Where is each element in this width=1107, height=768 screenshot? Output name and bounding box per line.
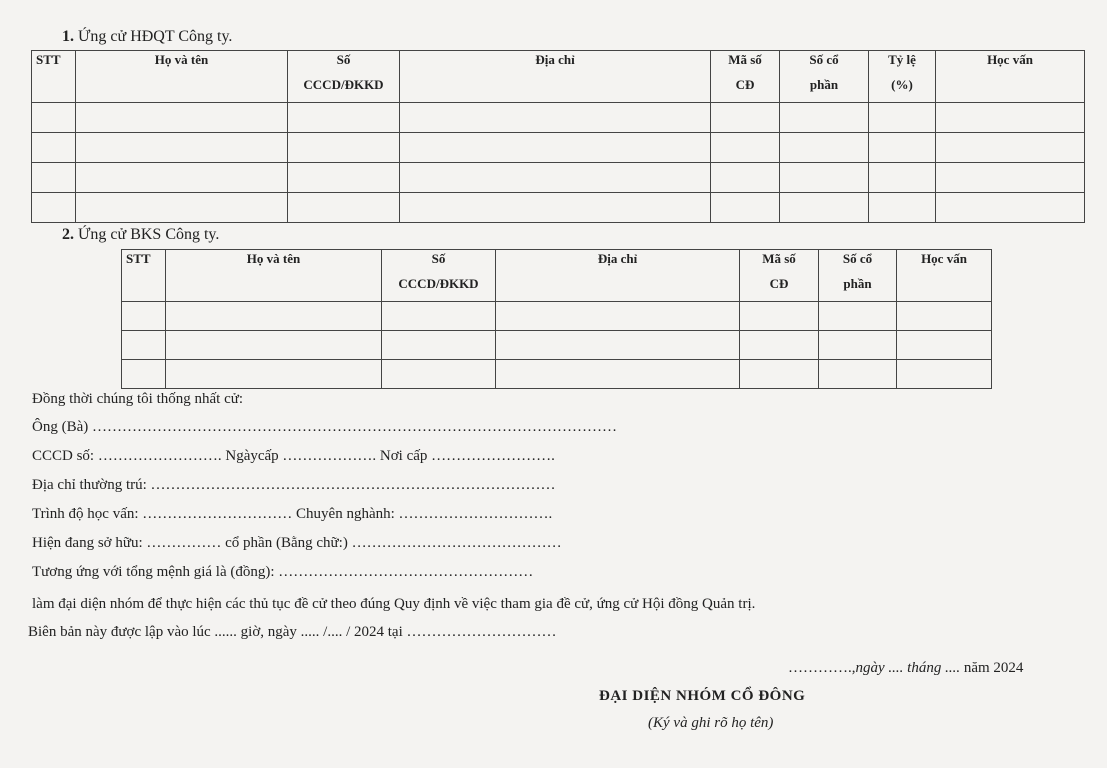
- column-header-line1: Số: [336, 52, 351, 67]
- column-header-line1: Địa chỉ: [597, 251, 638, 266]
- column-header-line1: Địa chỉ: [535, 52, 575, 67]
- table-cell[interactable]: [288, 163, 400, 193]
- table-cell[interactable]: [819, 331, 897, 360]
- column-header: [711, 51, 780, 103]
- table-cell[interactable]: [780, 193, 869, 223]
- table-cell[interactable]: [869, 103, 936, 133]
- date-year: năm 2024: [963, 660, 1024, 676]
- table-cell[interactable]: [780, 103, 869, 133]
- column-header-line2: (%): [891, 77, 913, 92]
- table-cell[interactable]: [122, 360, 166, 389]
- minutes-line: Biên bản này được lập vào lúc ...... giờ, ngày ..... /.... / 2024 tại …………………………: [28, 624, 557, 640]
- section-2-number: 2.: [62, 226, 74, 243]
- table-cell[interactable]: [288, 103, 400, 133]
- table-cell[interactable]: [819, 302, 897, 331]
- table-header-row: [122, 250, 992, 302]
- table-cell[interactable]: [711, 193, 780, 223]
- table-row: [122, 302, 992, 331]
- education-label: Trình độ học vấn:: [32, 506, 139, 522]
- section-2-title-text: Ứng cử BKS Công ty.: [78, 226, 220, 243]
- column-header: [32, 51, 76, 103]
- table-cell[interactable]: [400, 163, 711, 193]
- table-cell[interactable]: [382, 302, 496, 331]
- column-header: [897, 250, 992, 302]
- table-row: [32, 103, 1085, 133]
- table-cell[interactable]: [382, 360, 496, 389]
- table-cell[interactable]: [400, 193, 711, 223]
- column-header-line2: phần: [843, 276, 872, 291]
- column-header-line1: Số cổ: [809, 52, 839, 67]
- signature-date-line: [788, 660, 1023, 677]
- par-value-line: Tương ứng với tổng mệnh giá là (đồng): ……………………………………………: [32, 564, 534, 580]
- column-header: [780, 51, 869, 103]
- table-cell[interactable]: [936, 193, 1085, 223]
- table-cell[interactable]: [32, 193, 76, 223]
- column-header-line1: STT: [126, 251, 151, 266]
- column-header: [936, 51, 1085, 103]
- table-cell[interactable]: [166, 302, 382, 331]
- table-cell[interactable]: [869, 193, 936, 223]
- table-cell[interactable]: [897, 360, 992, 389]
- address-line: Địa chỉ thường trú: ………………………………………………………………………: [32, 477, 556, 493]
- table-row: [122, 331, 992, 360]
- name-label: Ông (Bà): [32, 419, 89, 435]
- column-header-line2: CCCD/ĐKKD: [303, 77, 384, 92]
- table-cell[interactable]: [382, 331, 496, 360]
- column-header-line1: Học vấn: [987, 52, 1033, 67]
- minutes-text: Biên bản này được lập vào lúc ...... giờ, ngày ..... /.... / 2024 tại: [28, 624, 403, 640]
- table-cell[interactable]: [76, 133, 288, 163]
- table-cell[interactable]: [780, 133, 869, 163]
- education-line: Trình độ học vấn: ………………………… Chuyên nghành: ………………………….: [32, 506, 553, 522]
- purpose-line: làm đại diện nhóm để thực hiện các thủ tục đề cử theo đúng Quy định về việc tham gia đề cử, ứng cử Hội đồng Quản trị.: [32, 596, 756, 612]
- table-cell[interactable]: [897, 331, 992, 360]
- table-row: [32, 163, 1085, 193]
- id-line: CCCD số: ……………………. Ngàycấp ………………. Nơi cấp …………………….: [32, 448, 555, 464]
- table-cell[interactable]: [76, 103, 288, 133]
- column-header-line1: Mã số: [728, 52, 762, 67]
- column-header-line2: CĐ: [769, 276, 789, 291]
- owned-shares-line: Hiện đang sở hữu: …………… cổ phần (Bằng chữ:) ……………………………………: [32, 535, 562, 551]
- date-prefix: ………….,: [788, 660, 856, 676]
- table-cell[interactable]: [740, 331, 819, 360]
- table-cell[interactable]: [76, 163, 288, 193]
- section-1-title: [62, 28, 232, 46]
- table-cell[interactable]: [936, 163, 1085, 193]
- table-cell[interactable]: [496, 302, 740, 331]
- shares-words-label: cổ phần (Bằng chữ:): [225, 535, 348, 551]
- column-header-line1: Tỷ lệ: [888, 52, 916, 67]
- table-cell[interactable]: [166, 331, 382, 360]
- column-header: [122, 250, 166, 302]
- date-text: ngày .... tháng ....: [855, 660, 961, 676]
- table-row: [122, 360, 992, 389]
- column-header-line1: Họ và tên: [154, 52, 209, 67]
- table-cell[interactable]: [897, 302, 992, 331]
- table-cell[interactable]: [32, 133, 76, 163]
- table-cell[interactable]: [936, 133, 1085, 163]
- table-cell[interactable]: [740, 360, 819, 389]
- table-cell[interactable]: [740, 302, 819, 331]
- par-value-label: Tương ứng với tổng mệnh giá là (đồng):: [32, 564, 275, 580]
- table-cell[interactable]: [496, 360, 740, 389]
- column-header-line1: Họ và tên: [246, 251, 301, 266]
- owned-label: Hiện đang sở hữu:: [32, 535, 143, 551]
- table-cell[interactable]: [936, 103, 1085, 133]
- section-2-title: [62, 226, 219, 244]
- column-header: [76, 51, 288, 103]
- column-header-line1: Học vấn: [921, 251, 967, 266]
- section-1-title-text: Ứng cử HĐQT Công ty.: [78, 28, 233, 45]
- id-label: CCCD số:: [32, 448, 95, 464]
- column-header: [288, 51, 400, 103]
- table-cell[interactable]: [76, 193, 288, 223]
- table-cell[interactable]: [122, 331, 166, 360]
- table-cell[interactable]: [32, 103, 76, 133]
- intro-line: Đồng thời chúng tôi thống nhất cử:: [32, 391, 244, 407]
- issue-place-label: Nơi cấp: [379, 448, 428, 464]
- column-header-line1: STT: [36, 52, 61, 67]
- table-cell[interactable]: [496, 331, 740, 360]
- table-cell[interactable]: [711, 163, 780, 193]
- representative-name-line: Ông (Bà) ……………………………………………………………………………………………: [32, 419, 617, 435]
- column-header: [819, 250, 897, 302]
- column-header-line1: Số cổ: [842, 251, 873, 266]
- table-cell[interactable]: [32, 163, 76, 193]
- table-cell[interactable]: [869, 163, 936, 193]
- column-header-line2: CĐ: [735, 77, 755, 92]
- table-cell[interactable]: [780, 163, 869, 193]
- column-header: [496, 250, 740, 302]
- column-header-line2: phần: [809, 77, 839, 92]
- address-label: Địa chỉ thường trú:: [32, 477, 147, 493]
- column-header-line2: CCCD/ĐKKD: [398, 276, 479, 291]
- table-header-row: [32, 51, 1085, 103]
- column-header: [740, 250, 819, 302]
- signature-title: ĐẠI DIỆN NHÓM CỔ ĐÔNG: [599, 688, 806, 704]
- table-cell[interactable]: [122, 302, 166, 331]
- section-1-number: 1.: [62, 28, 74, 45]
- table-cell[interactable]: [400, 133, 711, 163]
- table-row: [32, 193, 1085, 223]
- table-cell[interactable]: [288, 193, 400, 223]
- table-cell[interactable]: [711, 133, 780, 163]
- column-header: [166, 250, 382, 302]
- table-cell[interactable]: [711, 103, 780, 133]
- hdqt-candidates-table: [31, 50, 1085, 223]
- table-cell[interactable]: [869, 133, 936, 163]
- bks-candidates-table: [121, 249, 992, 389]
- column-header-line1: Mã số: [762, 251, 796, 266]
- signature-note: (Ký và ghi rõ họ tên): [648, 715, 774, 731]
- table-cell[interactable]: [400, 103, 711, 133]
- column-header: [382, 250, 496, 302]
- issue-date-label: Ngàycấp: [225, 448, 279, 464]
- column-header: [400, 51, 711, 103]
- column-header-line1: Số: [431, 251, 446, 266]
- major-label: Chuyên nghành:: [296, 506, 395, 522]
- table-cell[interactable]: [819, 360, 897, 389]
- table-cell[interactable]: [166, 360, 382, 389]
- table-cell[interactable]: [288, 133, 400, 163]
- column-header: [869, 51, 936, 103]
- table-row: [32, 133, 1085, 163]
